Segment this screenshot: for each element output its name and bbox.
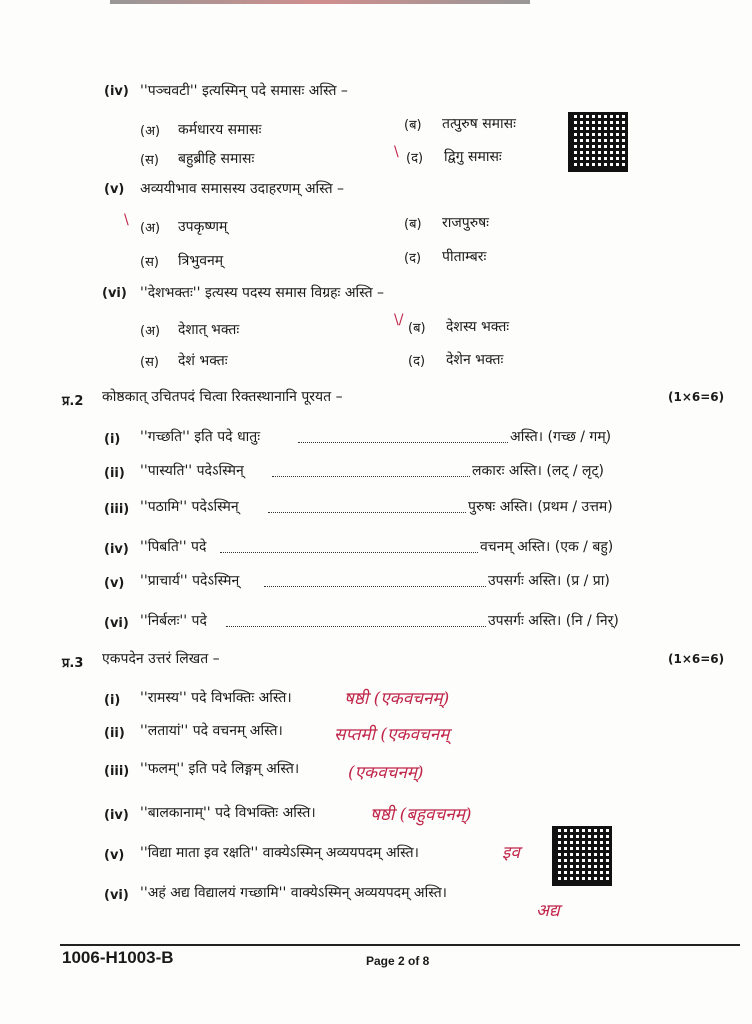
item-text: ''अहं अद्य विद्यालयं गच्छामि'' वाक्येऽस्मिन् अव्ययपदम् अस्ति। <box>140 885 447 901</box>
option-text: द्विगु समासः <box>444 149 502 165</box>
item-suffix: वचनम् अस्ति। (एक / बहु) <box>480 539 614 555</box>
question-stem: ''देशभक्तः'' इत्यस्य पदस्य समास विग्रहः अस्ति – <box>140 285 385 301</box>
option-text: पीताम्बरः <box>442 249 487 265</box>
question-label: प्र.3 <box>62 656 84 671</box>
item-suffix: अस्ति। (गच्छ / गम्) <box>510 429 612 445</box>
item-suffix: लकारः अस्ति। (लट् / लृट्) <box>472 463 605 479</box>
marks-label: (1×6=6) <box>668 390 725 404</box>
qr-code-icon <box>552 826 612 886</box>
tick-mark: \ <box>124 212 129 228</box>
option-text: देशेन भक्तः <box>446 352 504 368</box>
tick-mark: \/ <box>394 312 404 328</box>
item-number: (iv) <box>104 808 129 823</box>
question-number: (iv) <box>104 84 129 99</box>
blank-line <box>226 616 486 627</box>
option-letter: (स) <box>140 255 159 270</box>
item-number: (iii) <box>104 502 130 517</box>
option-text: तत्पुरुष समासः <box>442 116 516 132</box>
blank-line <box>264 576 486 587</box>
item-prefix: ''पिबति'' पदे <box>140 539 207 555</box>
qr-code-icon <box>568 112 628 172</box>
item-text: ''लतायां'' पदे वचनम् अस्ति। <box>140 723 283 739</box>
tick-mark: \ <box>394 144 399 160</box>
item-number: (ii) <box>104 726 125 741</box>
option-letter: (अ) <box>140 324 161 339</box>
option-letter: (द) <box>406 151 424 166</box>
question-number: (vi) <box>102 286 127 301</box>
option-letter: (स) <box>140 355 159 370</box>
option-letter: (अ) <box>140 124 161 139</box>
item-number: (vi) <box>104 616 129 631</box>
item-number: (ii) <box>104 466 125 481</box>
blank-line <box>220 542 478 553</box>
question-stem: अव्ययीभाव समासस्य उदाहरणम् अस्ति – <box>140 181 345 197</box>
item-suffix: उपसर्गः अस्ति। (प्र / प्रा) <box>488 573 610 589</box>
item-text: ''फलम्'' इति पदे लिङ्गम् अस्ति। <box>140 761 300 777</box>
question-label: प्र.2 <box>62 394 84 409</box>
blank-line <box>272 466 470 477</box>
item-prefix: ''निर्बलः'' पदे <box>140 613 207 629</box>
item-suffix: पुरुषः अस्ति। (प्रथम / उत्तम) <box>468 499 613 515</box>
marks-label: (1×6=6) <box>668 652 725 666</box>
item-number: (iii) <box>104 764 130 779</box>
item-number: (i) <box>104 432 121 447</box>
top-edge-band <box>110 0 530 4</box>
handwritten-answer: षष्ठी (एकवचनम्) <box>344 689 450 709</box>
option-text: कर्मधारय समासः <box>178 122 262 138</box>
item-prefix: ''पास्यति'' पदेऽस्मिन् <box>140 463 244 479</box>
option-letter: (द) <box>408 354 426 369</box>
option-text: बहुब्रीहि समासः <box>178 151 255 167</box>
option-letter: (अ) <box>140 221 161 236</box>
option-letter: (ब) <box>404 217 422 232</box>
option-text: देशात् भक्तः <box>178 322 240 338</box>
item-prefix: ''प्राचार्य'' पदेऽस्मिन् <box>140 573 240 589</box>
blank-line <box>268 502 466 513</box>
item-prefix: ''पठामि'' पदेऽस्मिन् <box>140 499 239 515</box>
question-title: कोष्ठकात् उचितपदं चित्वा रिक्तस्थानानि पूरयत – <box>102 389 343 405</box>
handwritten-answer: इव <box>502 843 520 863</box>
item-text: ''रामस्य'' पदे विभक्तिः अस्ति। <box>140 690 292 706</box>
option-text: उपकृष्णम् <box>178 219 228 235</box>
option-text: देशं भक्तः <box>178 353 228 369</box>
option-letter: (ब) <box>404 118 422 133</box>
option-text: देशस्य भक्तः <box>446 319 510 335</box>
handwritten-answer: षष्ठी (बहुवचनम्) <box>370 805 472 825</box>
option-text: त्रिभुवनम् <box>178 253 224 269</box>
item-number: (i) <box>104 693 121 708</box>
question-stem: ''पञ्चवटी'' इत्यस्मिन् पदे समासः अस्ति – <box>140 83 348 99</box>
item-number: (v) <box>104 848 125 863</box>
option-letter: (ब) <box>408 321 426 336</box>
handwritten-answer: सप्तमी (एकवचनम् <box>334 725 450 745</box>
item-prefix: ''गच्छति'' इति पदे धातुः <box>140 429 261 445</box>
page-number: Page 2 of 8 <box>366 954 430 968</box>
item-number: (iv) <box>104 542 129 557</box>
item-number: (v) <box>104 576 125 591</box>
item-text: ''विद्या माता इव रक्षति'' वाक्येऽस्मिन् अव्ययपदम् अस्ति। <box>140 845 419 861</box>
item-suffix: उपसर्गः अस्ति। (नि / निर्) <box>488 613 619 629</box>
paper-code: 1006-H1003-B <box>62 948 174 967</box>
handwritten-answer: अद्य <box>536 901 560 921</box>
footer-rule <box>60 944 740 946</box>
option-letter: (द) <box>404 251 422 266</box>
handwritten-answer: (एकवचनम्) <box>348 763 424 783</box>
item-text: ''बालकानाम्'' पदे विभक्तिः अस्ति। <box>140 805 316 821</box>
blank-line <box>298 432 508 443</box>
option-text: राजपुरुषः <box>442 215 489 231</box>
item-number: (vi) <box>104 888 129 903</box>
question-title: एकपदेन उत्तरं लिखत – <box>102 651 220 667</box>
question-number: (v) <box>104 182 125 197</box>
option-letter: (स) <box>140 153 159 168</box>
